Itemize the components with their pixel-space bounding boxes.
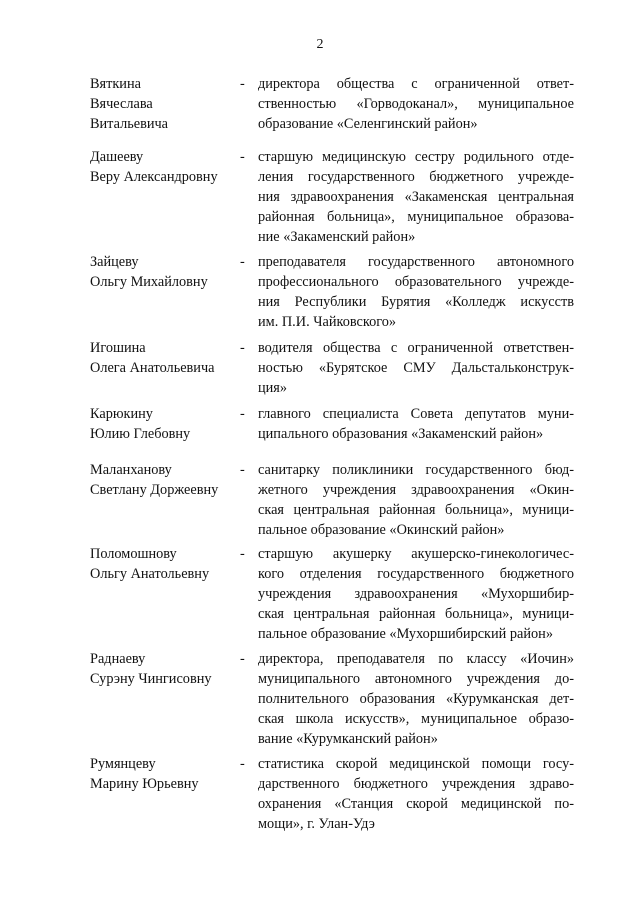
description-line: старшую медицинскую сестру родильного отде- xyxy=(258,149,574,165)
position-description xyxy=(258,252,574,332)
name-line: Дашееву xyxy=(90,149,144,165)
dash-separator: - xyxy=(240,546,245,562)
name-line: Румянцеву xyxy=(90,756,156,772)
dash-separator: - xyxy=(240,76,245,92)
name-line: Игошина xyxy=(90,340,146,356)
list-entry xyxy=(90,74,574,134)
description-line: преподавателя государственного автономного xyxy=(258,254,574,270)
name-line: Вячеслава xyxy=(90,96,153,112)
dash-separator: - xyxy=(240,462,245,478)
dash-separator: - xyxy=(240,756,245,772)
description-line: пальное образование «Мухоршибирский район» xyxy=(258,626,553,642)
description-line: мощи», г. Улан-Удэ xyxy=(258,816,375,832)
description-line: кого отделения государственного бюджетного xyxy=(258,566,574,582)
description-line: учреждения здравоохранения «Мухоршибир- xyxy=(258,586,574,602)
position-description xyxy=(258,649,574,749)
position-description xyxy=(258,754,574,834)
name-line: Зайцеву xyxy=(90,254,139,270)
position-description xyxy=(258,544,574,644)
dash-separator: - xyxy=(240,149,245,165)
name-line: Юлию Глебовну xyxy=(90,426,191,442)
description-line: охранения «Станция скорой медицинской по- xyxy=(258,796,574,812)
name-line: Светлану Доржеевну xyxy=(90,482,219,498)
person-name xyxy=(90,147,240,187)
description-line: ностью «Бурятское СМУ Дальстальконструк- xyxy=(258,360,574,376)
description-line: вание «Курумканский район» xyxy=(258,731,438,747)
position-description xyxy=(258,404,574,444)
list-entry xyxy=(90,460,574,540)
name-line: Раднаеву xyxy=(90,651,146,667)
name-line: Олега Анатольевича xyxy=(90,360,215,376)
person-name xyxy=(90,460,240,500)
person-name xyxy=(90,252,240,292)
description-line: ская центральная районная больница», муници- xyxy=(258,606,574,622)
dash-separator: - xyxy=(240,406,245,422)
description-line: профессионального образовательного учрежде- xyxy=(258,274,574,290)
description-line: им. П.И. Чайковского» xyxy=(258,314,397,330)
position-description xyxy=(258,460,574,540)
position-description xyxy=(258,74,574,134)
person-name xyxy=(90,544,240,584)
description-line: водителя общества с ограниченной ответствен- xyxy=(258,340,574,356)
description-line: ская центральная районная больница», муници- xyxy=(258,502,574,518)
description-line: директора общества с ограниченной ответ- xyxy=(258,76,574,92)
name-line: Вяткина xyxy=(90,76,141,92)
dash-separator: - xyxy=(240,651,245,667)
description-line: ние «Закаменский район» xyxy=(258,229,416,245)
name-line: Витальевича xyxy=(90,116,169,132)
description-line: муниципального автономного учреждения до- xyxy=(258,671,574,687)
list-entry xyxy=(90,544,574,644)
list-entry xyxy=(90,404,574,444)
position-description xyxy=(258,147,574,247)
description-line: санитарку поликлиники государственного бюд- xyxy=(258,462,574,478)
description-line: ления государственного бюджетного учрежде- xyxy=(258,169,574,185)
description-line: директора, преподавателя по классу «Иочин» xyxy=(258,651,574,667)
description-line: образование «Селенгинский район» xyxy=(258,116,478,132)
name-line: Маланханову xyxy=(90,462,172,478)
name-line: Марину Юрьевну xyxy=(90,776,199,792)
description-line: полнительного образования «Курумканская дет- xyxy=(258,691,574,707)
description-line: ния Республики Бурятия «Колледж искусств xyxy=(258,294,574,310)
page-number: 2 xyxy=(316,37,324,52)
description-line: ственностью «Горводоканал», муниципальное xyxy=(258,96,574,112)
person-name xyxy=(90,649,240,689)
name-line: Веру Александровну xyxy=(90,169,218,185)
description-line: статистика скорой медицинской помощи госу- xyxy=(258,756,574,772)
dash-separator: - xyxy=(240,340,245,356)
name-line: Поломошнову xyxy=(90,546,177,562)
description-line: старшую акушерку акушерско-гинекологичес- xyxy=(258,546,574,562)
description-line: пальное образование «Окинский район» xyxy=(258,522,505,538)
list-entry xyxy=(90,754,574,834)
list-entry xyxy=(90,649,574,749)
person-name xyxy=(90,338,240,378)
name-line: Карюкину xyxy=(90,406,153,422)
list-entry xyxy=(90,252,574,332)
position-description xyxy=(258,338,574,398)
dash-separator: - xyxy=(240,254,245,270)
person-name xyxy=(90,404,240,444)
name-line: Ольгу Михайловну xyxy=(90,274,208,290)
description-line: ципального образования «Закаменский район» xyxy=(258,426,544,442)
description-line: ская школа искусств», муниципальное образо- xyxy=(258,711,574,727)
description-line: ция» xyxy=(258,380,288,396)
person-name xyxy=(90,74,240,134)
name-line: Сурэну Чингисовну xyxy=(90,671,212,687)
description-line: ния здравоохранения «Закаменская центральная xyxy=(258,189,574,205)
description-line: главного специалиста Совета депутатов муни- xyxy=(258,406,574,422)
description-line: дарственного бюджетного учреждения здраво- xyxy=(258,776,574,792)
person-name xyxy=(90,754,240,794)
description-line: районная больница», муниципальное образова- xyxy=(258,209,574,225)
list-entry xyxy=(90,338,574,398)
name-line: Ольгу Анатольевну xyxy=(90,566,210,582)
description-line: жетного учреждения здравоохранения «Окин- xyxy=(258,482,574,498)
list-entry xyxy=(90,147,574,247)
